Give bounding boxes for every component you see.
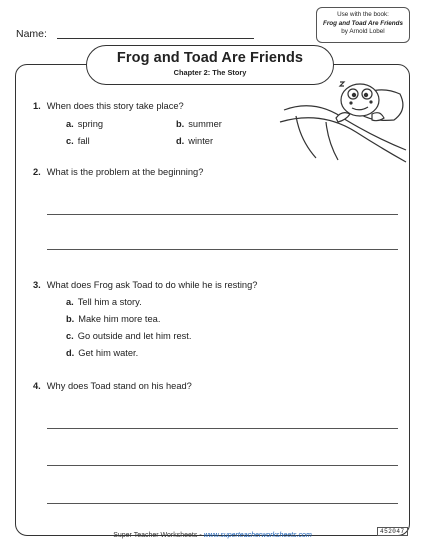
answer-option[interactable] [66,136,90,146]
page-title: Frog and Toad Are Friends [116,50,304,66]
option-text: Make him more tea. [78,314,161,324]
chapter-subtitle: Chapter 2: The Story [173,68,247,77]
option-text: fall [77,136,90,146]
question-number: 1. [33,101,41,111]
footer-site: Super Teacher Worksheets [113,532,198,539]
question-number: 3. [33,280,41,290]
option-letter: c. [66,136,74,146]
question-number: 2. [33,167,41,177]
option-letter: d. [176,136,185,146]
option-letter: b. [176,119,185,129]
footer-separator: - [197,532,204,539]
answer-line[interactable] [47,428,398,429]
answer-option[interactable] [66,297,142,307]
question-4 [33,381,192,391]
book-note-author: by Arnold Lobel [341,28,385,35]
question-text: What is the problem at the beginning? [46,167,204,177]
answer-line[interactable] [47,214,398,215]
book-note [316,7,410,43]
question-text: Why does Toad stand on his head? [46,381,192,391]
answer-option[interactable] [176,119,222,129]
option-text: spring [77,119,104,129]
option-text: Tell him a story. [77,297,142,307]
footer-url-link[interactable]: www.superteacherworksheets.com [203,532,312,539]
answer-line[interactable] [47,503,398,504]
answer-option[interactable] [66,348,138,358]
option-text: Go outside and let him rest. [77,331,192,341]
question-3 [33,280,257,290]
option-letter: a. [66,297,74,307]
answer-option[interactable] [66,119,103,129]
name-field[interactable] [57,38,254,39]
book-note-line: Use with the book: [337,11,389,18]
option-text: summer [188,119,222,129]
book-note-title: Frog and Toad Are Friends [323,19,403,27]
question-2 [33,167,203,177]
answer-option[interactable] [176,136,213,146]
answer-line[interactable] [47,465,398,466]
name-label: Name: [16,28,47,40]
question-1 [33,101,184,111]
option-text: winter [188,136,214,146]
option-letter: d. [66,348,75,358]
option-text: Get him water. [78,348,139,358]
worksheet-code: 452047 [377,527,408,536]
answer-option[interactable] [66,331,191,341]
answer-option[interactable] [66,314,160,324]
question-text: When does this story take place? [46,101,184,111]
question-text: What does Frog ask Toad to do while he is resting? [46,280,258,290]
option-letter: a. [66,119,74,129]
toad-in-bed-illustration [276,70,408,165]
footer [0,532,425,539]
option-letter: c. [66,331,74,341]
answer-line[interactable] [47,249,398,250]
option-letter: b. [66,314,75,324]
question-number: 4. [33,381,41,391]
